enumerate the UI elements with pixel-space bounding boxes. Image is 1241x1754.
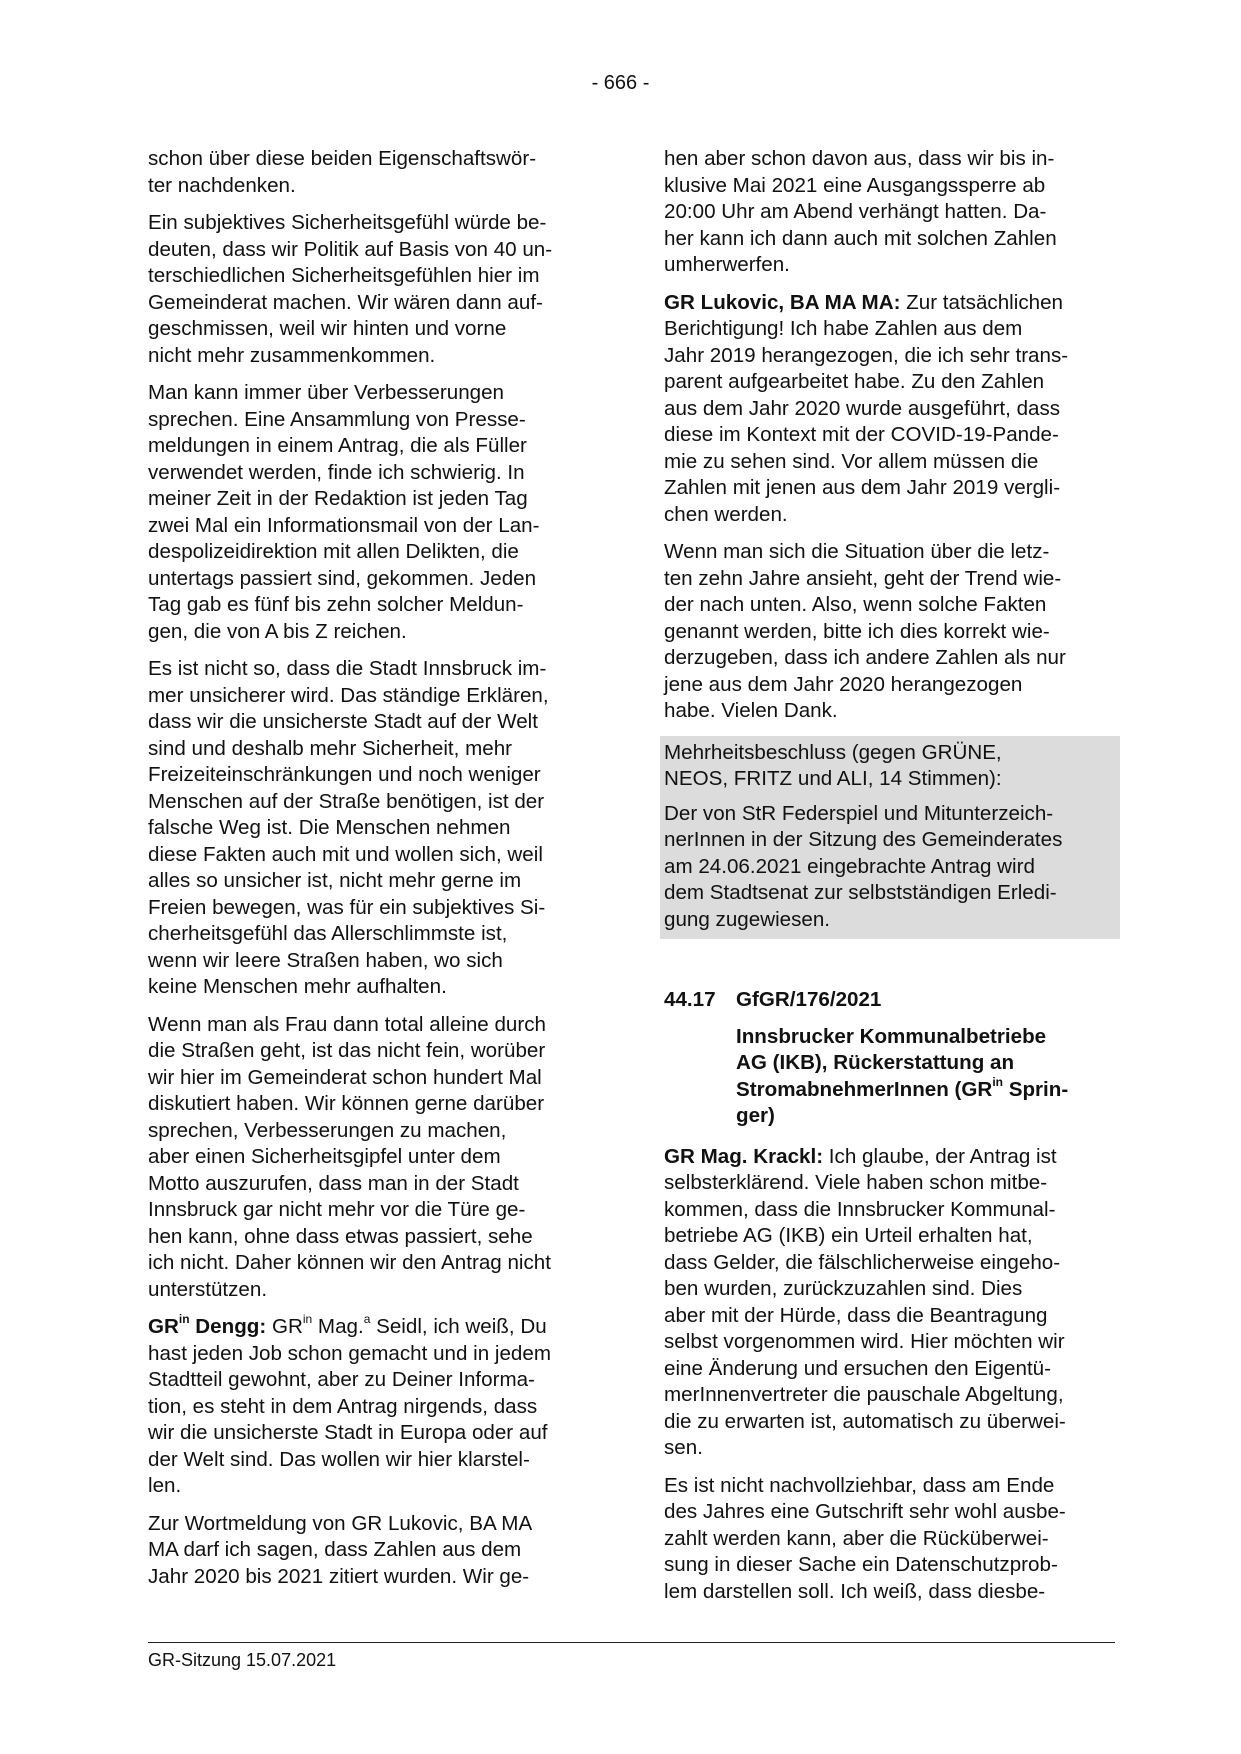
- text-line: betriebe AG (IKB) ein Urteil erhalten hat,: [664, 1224, 1033, 1247]
- text-line: GR Lukovic, BA MA MA: Zur tatsächlichen: [664, 290, 1063, 314]
- text-line: meiner Zeit in der Redaktion ist jeden Tag: [148, 487, 528, 510]
- page-number: - 666 -: [591, 72, 650, 94]
- text-line: sind und deshalb mehr Sicherheit, mehr: [148, 736, 513, 760]
- text-line: despolizeidirektion mit allen Delikten, die: [148, 540, 519, 563]
- text-line: sprechen, Verbesserungen zu machen,: [148, 1118, 507, 1142]
- agenda-title: [736, 1024, 1116, 1130]
- text-line: der Welt sind. Das wollen wir hier klarstel-: [148, 1447, 530, 1471]
- text-line: MA darf ich sagen, dass Zahlen aus dem: [148, 1538, 522, 1561]
- text-line: 20:00 Uhr am Abend verhängt hatten. Da-: [664, 200, 1047, 223]
- text-line: ten zehn Jahre ansieht, geht der Trend wie-: [664, 566, 1062, 590]
- text-line: aus dem Jahr 2020 wurde ausgeführt, dass: [664, 396, 1061, 420]
- text-line: parent aufgearbeitet habe. Zu den Zahlen: [664, 370, 1045, 393]
- speech-lukovic: [664, 290, 1116, 529]
- decision-result: [664, 740, 1116, 793]
- text-line: Innsbruck gar nicht mehr vor die Türe ge-: [148, 1198, 526, 1221]
- speaker-name: GR Lukovic, BA MA MA:: [664, 290, 901, 314]
- text-line: der nach unten. Also, wenn solche Fakten: [664, 593, 1047, 616]
- text-line: diese im Kontext mit der COVID-19-Pande-: [664, 423, 1059, 446]
- text-line: umherwerfen.: [664, 253, 790, 276]
- text-line: diskutiert haben. Wir können gerne darüber: [148, 1092, 545, 1115]
- agenda-code: GfGR/176/2021: [736, 988, 882, 1011]
- text-line: dem Stadtsenat zur selbstständigen Erledi-: [664, 881, 1057, 904]
- text-line: zahlt werden kann, aber die Rücküberwei-: [664, 1526, 1049, 1550]
- paragraph: [148, 210, 600, 369]
- text-line: merInnenvertreter die pauschale Abgeltung,: [664, 1383, 1064, 1406]
- text-line: Es ist nicht nachvollziehbar, dass am Ende: [664, 1473, 1055, 1497]
- text-line: len.: [148, 1474, 182, 1497]
- text-line: nicht mehr zusammenkommen.: [148, 343, 436, 367]
- text-line: die zu erwarten ist, automatisch zu überwei-: [664, 1409, 1066, 1433]
- text-line: klusive Mai 2021 eine Ausgangssperre ab: [664, 173, 1046, 197]
- paragraph: [148, 1511, 600, 1591]
- text-line: lem darstellen soll. Ich weiß, dass diesbe-: [664, 1579, 1046, 1603]
- text-line: $GR^{in}$ Dengg: $GR^{in}$ Mag.$^a$ Seidl, ich weiß, Du: [148, 1312, 547, 1338]
- text-line: die Straßen geht, ist das nicht fein, worüber: [148, 1039, 546, 1062]
- text-line: Es ist nicht so, dass die Stadt Innsbruck im-: [148, 657, 547, 680]
- text-line: Freizeiteinschränkungen und noch weniger: [148, 763, 541, 786]
- left-column: [148, 146, 600, 1601]
- text-line: selbst vorgenommen wird. Hier möchten wir: [664, 1330, 1065, 1353]
- text-line: ger): [736, 1104, 775, 1127]
- text-line: sung in dieser Sache ein Datenschutzprob-: [664, 1553, 1058, 1576]
- text-line: NEOS, FRITZ und ALI, 14 Stimmen):: [664, 767, 1002, 790]
- text-line: dass Gelder, die fälschlicherweise eingeho-: [664, 1250, 1061, 1274]
- speaker-name: GR Mag. Krackl:: [664, 1144, 824, 1168]
- text-line: sen.: [664, 1436, 703, 1459]
- text-line: Menschen auf der Straße benötigen, ist der: [148, 789, 545, 813]
- text-line: am 24.06.2021 eingebrachte Antrag wird: [664, 854, 1035, 878]
- right-column: [664, 146, 1116, 1616]
- text-line: hast jeden Job schon gemacht und in jedem: [148, 1341, 551, 1365]
- text-line: deuten, dass wir Politik auf Basis von 40 un-: [148, 237, 553, 261]
- speech-krackl: [664, 1144, 1116, 1462]
- text-line: diese Fakten auch mit und wollen sich, weil: [148, 842, 543, 866]
- text-line: genannt werden, bitte ich dies korrekt wie-: [664, 619, 1050, 643]
- text-line: AG (IKB), Rückerstattung an: [736, 1051, 1015, 1074]
- text-line: StromabnehmerInnen ($GR^{in}$ Sprin-: [736, 1074, 1069, 1101]
- paragraph: [148, 380, 600, 645]
- text-line: dass wir die unsicherste Stadt auf der Welt: [148, 710, 538, 733]
- text-line: mer unsicherer wird. Das ständige Erklären,: [148, 683, 549, 707]
- speech-dengg: [148, 1314, 600, 1500]
- text-line: Stadtteil gewohnt, aber zu Deiner Informa-: [148, 1368, 535, 1391]
- text-line: wenn wir leere Straßen haben, wo sich: [148, 948, 503, 972]
- text-line: nerInnen in der Sitzung des Gemeinderates: [664, 828, 1063, 851]
- text-line: selbsterklärend. Viele haben schon mitbe-: [664, 1171, 1048, 1194]
- paragraph: [664, 539, 1116, 725]
- speaker-name: $GR^{in}$ Dengg:: [148, 1312, 267, 1338]
- text-line: Zahlen mit jenen aus dem Jahr 2019 vergli-: [664, 476, 1061, 499]
- text-line: falsche Weg ist. Die Menschen nehmen: [148, 816, 511, 839]
- text-line: kommen, dass die Innsbrucker Kommunal-: [664, 1197, 1056, 1221]
- text-line: hen kann, ohne dass etwas passiert, sehe: [148, 1224, 533, 1248]
- text-line: keine Menschen mehr aufhalten.: [148, 975, 447, 998]
- text-line: aber einen Sicherheitsgipfel unter dem: [148, 1145, 501, 1168]
- text-line: derzugeben, dass ich andere Zahlen als nur: [664, 646, 1066, 669]
- text-line: Motto auszurufen, dass man in der Stadt: [148, 1171, 519, 1195]
- text-line: unterstützen.: [148, 1277, 268, 1301]
- text-line: Mehrheitsbeschluss (gegen GRÜNE,: [664, 740, 1002, 764]
- paragraph: [664, 1473, 1116, 1606]
- footer-session-date: GR-Sitzung 15.07.2021: [148, 1650, 337, 1670]
- paragraph: [148, 146, 600, 199]
- paragraph: [664, 146, 1116, 279]
- text-line: Tag gab es fünf bis zehn solcher Meldun-: [148, 593, 524, 616]
- text-line: Freien bewegen, was für ein subjektives Si-: [148, 895, 546, 919]
- text-line: habe. Vielen Dank.: [664, 699, 838, 722]
- text-line: Berichtigung! Ich habe Zahlen aus dem: [664, 317, 1023, 340]
- text-line: des Jahres eine Gutschrift sehr wohl ausbe-: [664, 1500, 1066, 1523]
- decision-box: [660, 736, 1120, 940]
- text-line: sprechen. Eine Ansammlung von Presse-: [148, 407, 526, 431]
- text-line: Gemeinderat machen. Wir wären dann auf-: [148, 290, 543, 314]
- text-line: eine Änderung und ersuchen den Eigentü-: [664, 1356, 1051, 1380]
- text-line: Jahr 2019 herangezogen, die ich sehr trans-: [664, 343, 1069, 367]
- text-line: chen werden.: [664, 502, 788, 526]
- paragraph: [148, 1012, 600, 1304]
- text-line: mie zu sehen sind. Vor allem müssen die: [664, 449, 1039, 473]
- text-line: alles so unsicher ist, nicht mehr gerne im: [148, 869, 522, 892]
- text-line: wir die unsicherste Stadt in Europa oder auf: [148, 1421, 548, 1444]
- footer-divider: [148, 1642, 1115, 1643]
- text-line: Wenn man sich die Situation über die letz-: [664, 540, 1050, 563]
- text-line: schon über diese beiden Eigenschaftswör-: [148, 147, 537, 170]
- text-line: Zur Wortmeldung von GR Lukovic, BA MA: [148, 1511, 533, 1535]
- text-line: ben wurden, zurückzuzahlen sind. Dies: [664, 1277, 1023, 1300]
- text-line: gen, die von A bis Z reichen.: [148, 619, 407, 643]
- text-line: GR Mag. Krackl: Ich glaube, der Antrag ist: [664, 1144, 1057, 1168]
- text-line: aber mit der Hürde, dass die Beantragung: [664, 1303, 1048, 1327]
- text-line: jene aus dem Jahr 2020 herangezogen: [664, 672, 1023, 696]
- agenda-number: 44.17: [664, 988, 716, 1011]
- text-line: meldungen in einem Antrag, die als Füller: [148, 434, 527, 457]
- text-line: her kann ich dann auch mit solchen Zahlen: [664, 226, 1057, 250]
- text-line: gung zugewiesen.: [664, 907, 831, 931]
- text-line: zwei Mal ein Informationsmail von der Lan-: [148, 513, 540, 537]
- agenda-item-heading: [664, 987, 1116, 1014]
- text-line: tion, es steht in dem Antrag nirgends, dass: [148, 1394, 538, 1418]
- text-line: untertags passiert sind, gekommen. Jeden: [148, 566, 537, 590]
- text-line: ich nicht. Daher können wir den Antrag nicht: [148, 1251, 551, 1274]
- text-line: Man kann immer über Verbesserungen: [148, 381, 505, 404]
- text-line: terschiedlichen Sicherheitsgefühlen hier im: [148, 264, 540, 287]
- text-line: Wenn man als Frau dann total alleine durch: [148, 1012, 546, 1036]
- text-line: Jahr 2020 bis 2021 zitiert wurden. Wir ge-: [148, 1564, 530, 1588]
- text-line: cherheitsgefühl das Allerschlimmste ist,: [148, 922, 508, 945]
- text-line: verwendet werden, finde ich schwierig. In: [148, 460, 525, 484]
- text-line: Ein subjektives Sicherheitsgefühl würde be-: [148, 211, 547, 234]
- text-line: Der von StR Federspiel und Mitunterzeich-: [664, 801, 1054, 825]
- paragraph: [148, 656, 600, 1001]
- text-line: hen aber schon davon aus, dass wir bis in-: [664, 147, 1055, 170]
- text-line: geschmissen, weil wir hinten und vorne: [148, 317, 507, 340]
- text-line: wir hier im Gemeinderat schon hundert Mal: [148, 1065, 542, 1089]
- text-line: Innsbrucker Kommunalbetriebe: [736, 1024, 1047, 1048]
- text-line: ter nachdenken.: [148, 173, 296, 197]
- decision-text: [664, 801, 1116, 938]
